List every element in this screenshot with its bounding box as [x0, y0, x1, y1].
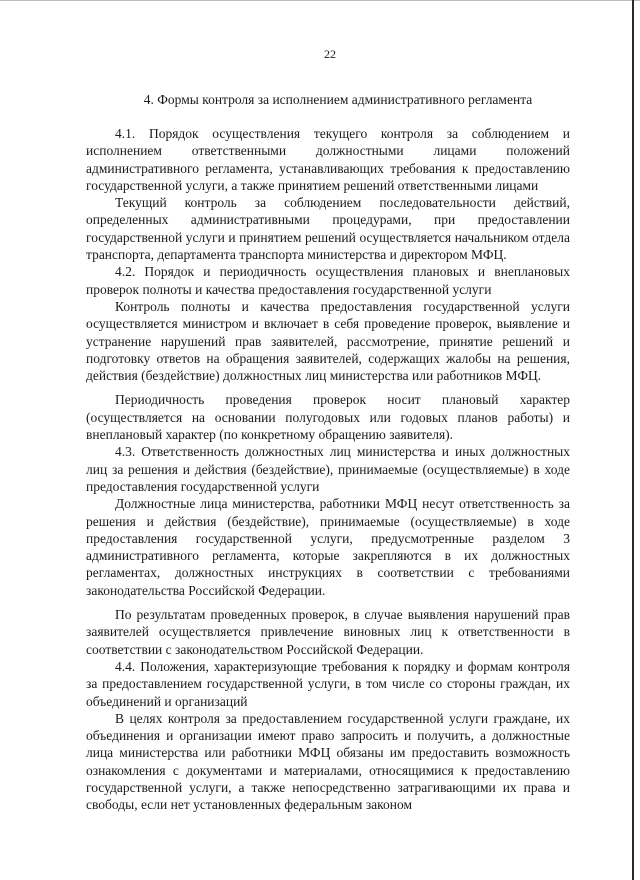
body-text [86, 125, 570, 814]
paragraph-4-3-title: 4.3. Ответственность должностных лиц министерства и иных должностных лиц за решения и действия (бездействие), принимаемые (осуществляемые) в ходе предоставления государственной услуги [86, 444, 570, 494]
scan-right-edge [632, 0, 634, 880]
paragraph-officials-responsibility: Должностные лица министерства, работники МФЦ несут ответственность за решения и действия (бездействие), принимаемые (осуществляемые) в ходе предоставления государственной услуги, предусмотренные разделом 3 административного регламента, которые закрепляются в их должностных регламентах, должностных инструкциях в соответствии с требованиями законодательства Российской Федерации. [86, 496, 570, 598]
page-number: 22 [324, 47, 336, 61]
paragraph-inspection-frequency: Периодичность проведения проверок носит плановый характер (осуществляется на основании полугодовых или годовых планов работы) и внеплановый характер (по конкретному обращению заявителя). [86, 392, 570, 443]
paragraph-4-1-title: 4.1. Порядок осуществления текущего контроля за соблюдением и исполнением ответственными должностными лицами положений административного регламента, устанавливающих требования к предоставлению государственной услуги, а также принятием решений ответственными лицами [86, 126, 570, 193]
paragraph-quality-control: Контроль полноты и качества предоставления государственной услуги осуществляется министром и включает в себя проведение проверок, выявление и устранение нарушений прав заявителей, рассмотрение, принятие решений и подготовку ответов на обращения заявителей, содержащих жалобы на решения, действия (бездействие) должностных лиц министерства или работников МФЦ. [86, 298, 570, 384]
paragraph-4-4-title: 4.4. Положения, характеризующие требования к порядку и формам контроля за предоставлением государственной услуги, в том числе со стороны граждан, их объединений и организаций [86, 658, 570, 709]
section-heading: 4. Формы контроля за исполнением административного регламента [143, 92, 533, 107]
paragraph-citizen-control: В целях контроля за предоставлением государственной услуги граждане, их объединения и организации имеют право запросить и получить, а должностные лица министерства или работники МФЦ обязаны им предоставить возможность ознакомления с документами и материалами, относящимися к предоставлению государственной услуги, а также непосредственно затрагивающими их права и свободы, если нет установленных федеральным законом [86, 710, 570, 813]
paragraph-inspection-results: По результатам проведенных проверок, в случае выявления нарушений прав заявителей осуществляется привлечение виновных лиц к ответственности в соответствии с законодательством Российской Федерации. [86, 607, 570, 657]
paragraph-current-control: Текущий контроль за соблюдением последовательности действий, определенных административными процедурами, при предоставлении государственной услуги и принятием решений осуществляется начальником отдела транспорта, департамента транспорта министерства и директором МФЦ. [86, 195, 570, 263]
paragraph-4-2-title: 4.2. Порядок и периодичность осуществления плановых и внеплановых проверок полноты и качества предоставления государственной услуги [86, 264, 570, 297]
